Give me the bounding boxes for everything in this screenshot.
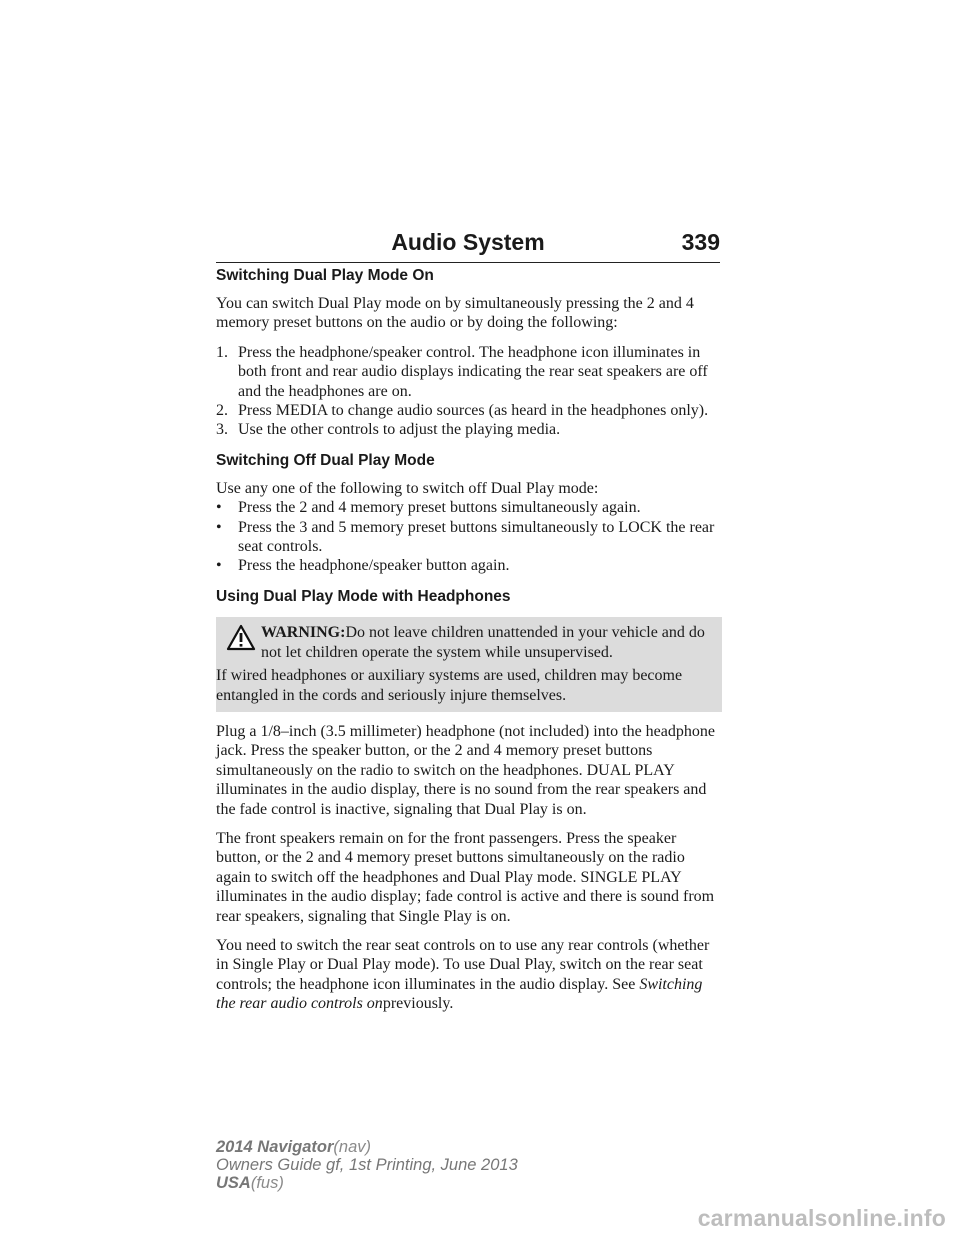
body-paragraph: Plug a 1/8–inch (3.5 millimeter) headphone (not included) into the headphone jack. Press the speaker button, or the 2 and 4 memory preset buttons simultaneously on the radio to switch on the headphones. DUAL PLAY illuminates in the audio display, there is no sound from the rear speakers and the fade control is inactive, signaling that Dual Play is on.: [216, 722, 715, 818]
warning-label: WARNING:: [261, 623, 346, 641]
section-intro: Use any one of the following to switch off Dual Play mode:: [216, 479, 599, 497]
warning-text-rest: If wired headphones or auxiliary systems are used, children may become entangled in the cords and seriously injure themselves.: [216, 666, 683, 704]
warning-text: Do not leave children unattended in your vehicle and do not let children operate the system while unsupervised.: [261, 623, 705, 661]
footer-line-edition: Owners Guide gf, 1st Printing, June 2013: [216, 1156, 518, 1174]
step-number: 2.: [216, 402, 228, 420]
step-text: Use the other controls to adjust the playing media.: [238, 421, 561, 439]
section-intro: You can switch Dual Play mode on by simultaneously pressing the 2 and 4 memory preset buttons on the audio or by doing the following:: [216, 295, 694, 332]
footer-market-code: (fus): [250, 1174, 284, 1192]
footer-market: USA: [216, 1174, 251, 1192]
paragraph-tail: previously.: [382, 995, 454, 1013]
numbered-steps: [216, 343, 722, 440]
bullet-marker: •: [216, 518, 222, 536]
list-item: [216, 343, 722, 401]
bullet-text: Press the 3 and 5 memory preset buttons simultaneously to LOCK the rear seat controls.: [238, 518, 715, 556]
bullet-list: [216, 498, 722, 576]
watermark-text: carmanualsonline.info: [697, 1205, 946, 1231]
page-header: [216, 226, 720, 263]
list-item: [216, 518, 722, 557]
footer-line-model: [216, 1138, 518, 1156]
section-heading-dual-play-off: Switching Off Dual Play Mode: [216, 451, 435, 469]
bullet-text: Press the 2 and 4 memory preset buttons simultaneously again.: [238, 499, 641, 517]
paragraph-text: You need to switch the rear seat controls on to use any rear controls (whether in Single Play or Dual Play mode). To use Dual Play, switch on the rear seat controls; the headphone icon illuminates in the audio display. See: [216, 936, 710, 993]
body-paragraph-last: [216, 936, 722, 1014]
warning-box: [216, 617, 722, 712]
list-item: [216, 556, 722, 575]
list-item: [216, 420, 722, 439]
bullet-marker: •: [216, 499, 222, 517]
bullet-marker: •: [216, 557, 222, 575]
warning-text-first: [261, 623, 718, 663]
bullet-text: Press the headphone/speaker button again.: [238, 557, 510, 575]
page-number: 339: [681, 229, 720, 255]
footer-model: 2014 Navigator: [216, 1138, 334, 1156]
footer-model-code: (nav): [333, 1138, 371, 1156]
page-title: Audio System: [391, 229, 545, 255]
page-footer: [216, 1138, 518, 1192]
section-heading-dual-play-on: Switching Dual Play Mode On: [216, 267, 434, 284]
list-item: [216, 498, 722, 517]
body-paragraph: The front speakers remain on for the front passengers. Press the speaker button, or the 2 and 4 memory preset buttons simultaneously on the radio again to switch off the headphones and Dual Play mode. SINGLE PLAY illuminates in the audio display; fade control is active and there is sound from rear speakers, signaling that Single Play is on.: [216, 829, 715, 925]
step-number: 1.: [216, 343, 228, 361]
step-text: Press the headphone/speaker control. The headphone icon illuminates in both front and rear audio displays indicating the rear seat speakers are off and the headphones are on.: [238, 343, 708, 400]
cross-reference: Switching the rear audio controls on: [216, 975, 703, 1013]
list-item: [216, 401, 722, 420]
step-text: Press MEDIA to change audio sources (as heard in the headphones only).: [238, 402, 709, 420]
footer-line-market: [216, 1174, 518, 1192]
step-number: 3.: [216, 421, 228, 439]
warning-triangle-icon: [226, 624, 256, 651]
page-content: [216, 266, 722, 1024]
section-heading-headphones: Using Dual Play Mode with Headphones: [216, 587, 511, 605]
